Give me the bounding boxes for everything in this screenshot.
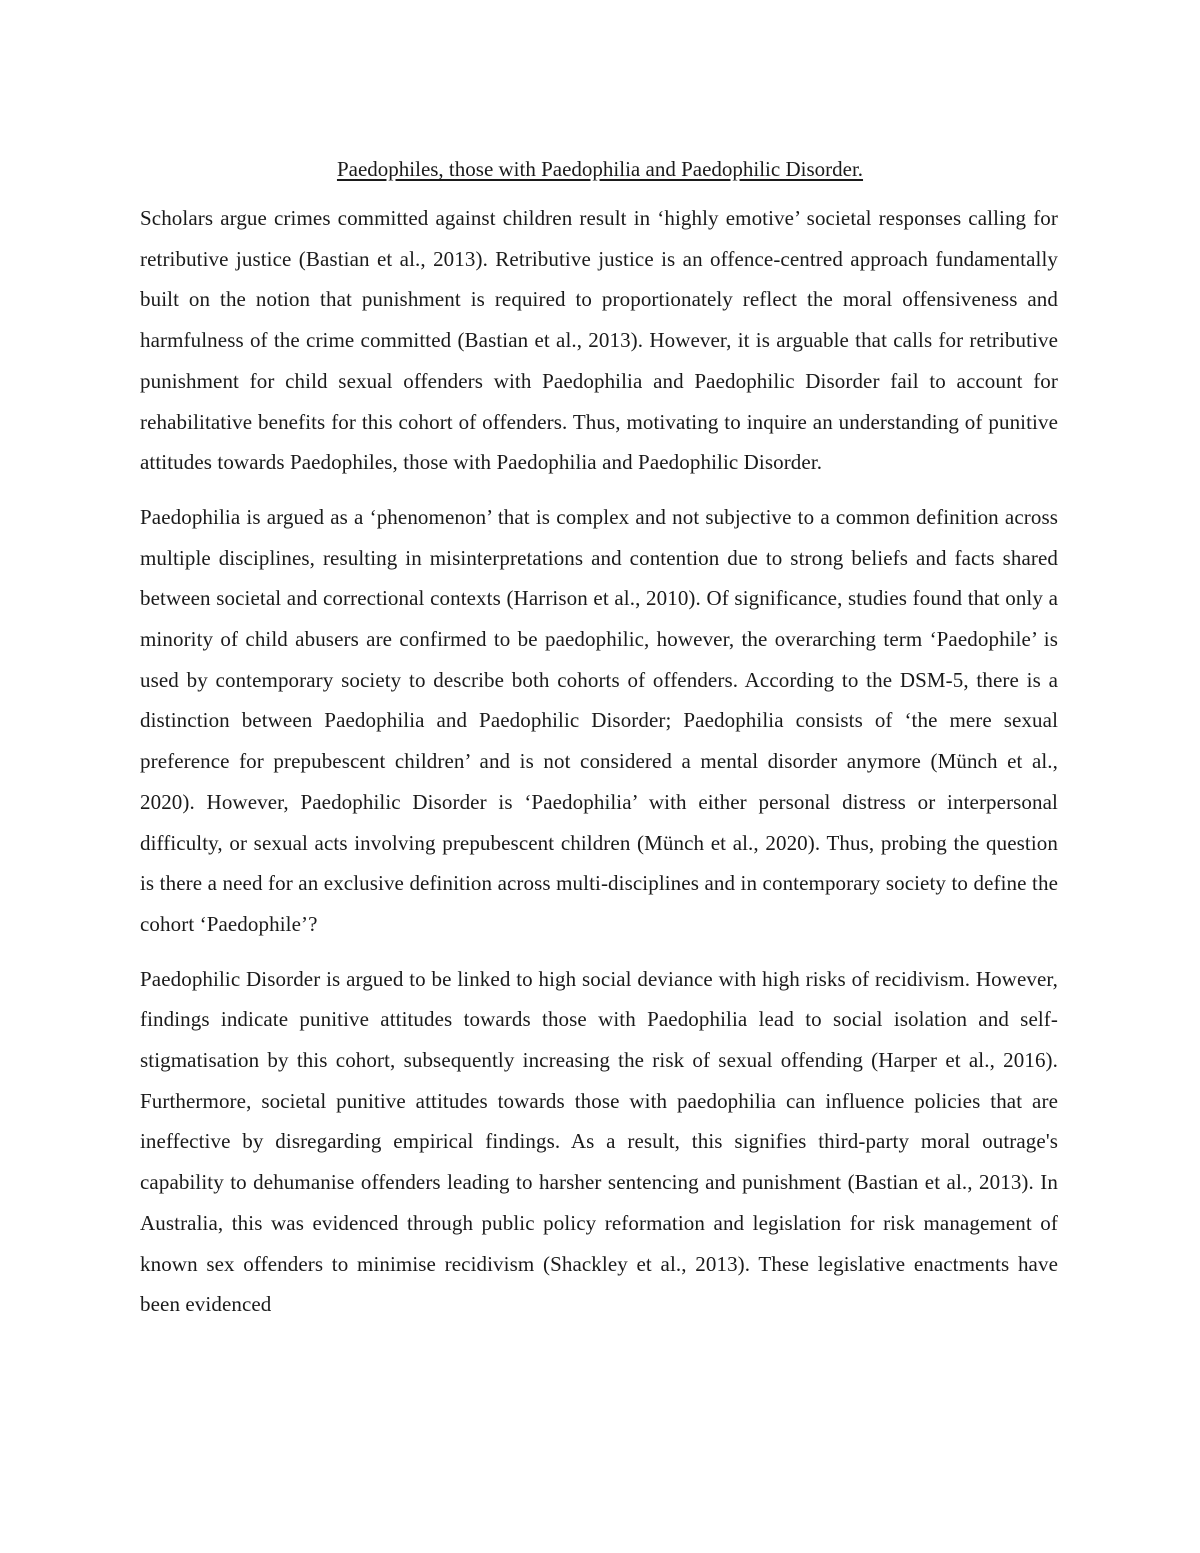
paragraph-1: Scholars argue crimes committed against children result in ‘highly emotive’ societal responses calling for retributive justice (Bastian et al., 2013). Retributive justice is an offence-centred approach fundamentally built on the notion that punishment is required to proportionately reflect the moral offensiveness and harmfulness of the crime committed (Bastian et al., 2013). However, it is arguable that calls for retributive punishment for child sexual offenders with Paedophilia and Paedophilic Disorder fail to account for rehabilitative benefits for this cohort of offenders. Thus, motivating to inquire an understanding of punitive attitudes towards Paedophiles, those with Paedophilia and Paedophilic Disorder.	[140, 206, 1058, 475]
document-body	[140, 198, 1058, 1339]
paragraph-2: Paedophilia is argued as a ‘phenomenon’ that is complex and not subjective to a common definition across multiple disciplines, resulting in misinterpretations and contention due to strong beliefs and facts shared between societal and correctional contexts (Harrison et al., 2010). Of significance, studies found that only a minority of child abusers are confirmed to be paedophilic, however, the overarching term ‘Paedophile’ is used by contemporary society to describe both cohorts of offenders. According to the DSM-5, there is a distinction between Paedophilia and Paedophilic Disorder; Paedophilia consists of ‘the mere sexual preference for prepubescent children’ and is not considered a mental disorder anymore (Münch et al., 2020). However, Paedophilic Disorder is ‘Paedophilia’ with either personal distress or interpersonal difficulty, or sexual acts involving prepubescent children (Münch et al., 2020). Thus, probing the question is there a need for an exclusive definition across multi-disciplines and in contemporary society to define the cohort ‘Paedophile’?	[140, 504, 1058, 936]
paragraph-3: Paedophilic Disorder is argued to be linked to high social deviance with high risks of recidivism. However, findings indicate punitive attitudes towards those with Paedophilia lead to social isolation and self-stigmatisation by this cohort, subsequently increasing the risk of sexual offending (Harper et al., 2016). Furthermore, societal punitive attitudes towards those with paedophilia can influence policies that are ineffective by disregarding empirical findings. As a result, this signifies third-party moral outrage's capability to dehumanise offenders leading to harsher sentencing and punishment (Bastian et al., 2013). In Australia, this was evidenced through public policy reformation and legislation for risk management of known sex offenders to minimise recidivism (Shackley et al., 2013). These legislative enactments have been evidenced	[140, 966, 1058, 1317]
document-title: Paedophiles, those with Paedophilia and Paedophilic Disorder.	[336, 157, 864, 181]
